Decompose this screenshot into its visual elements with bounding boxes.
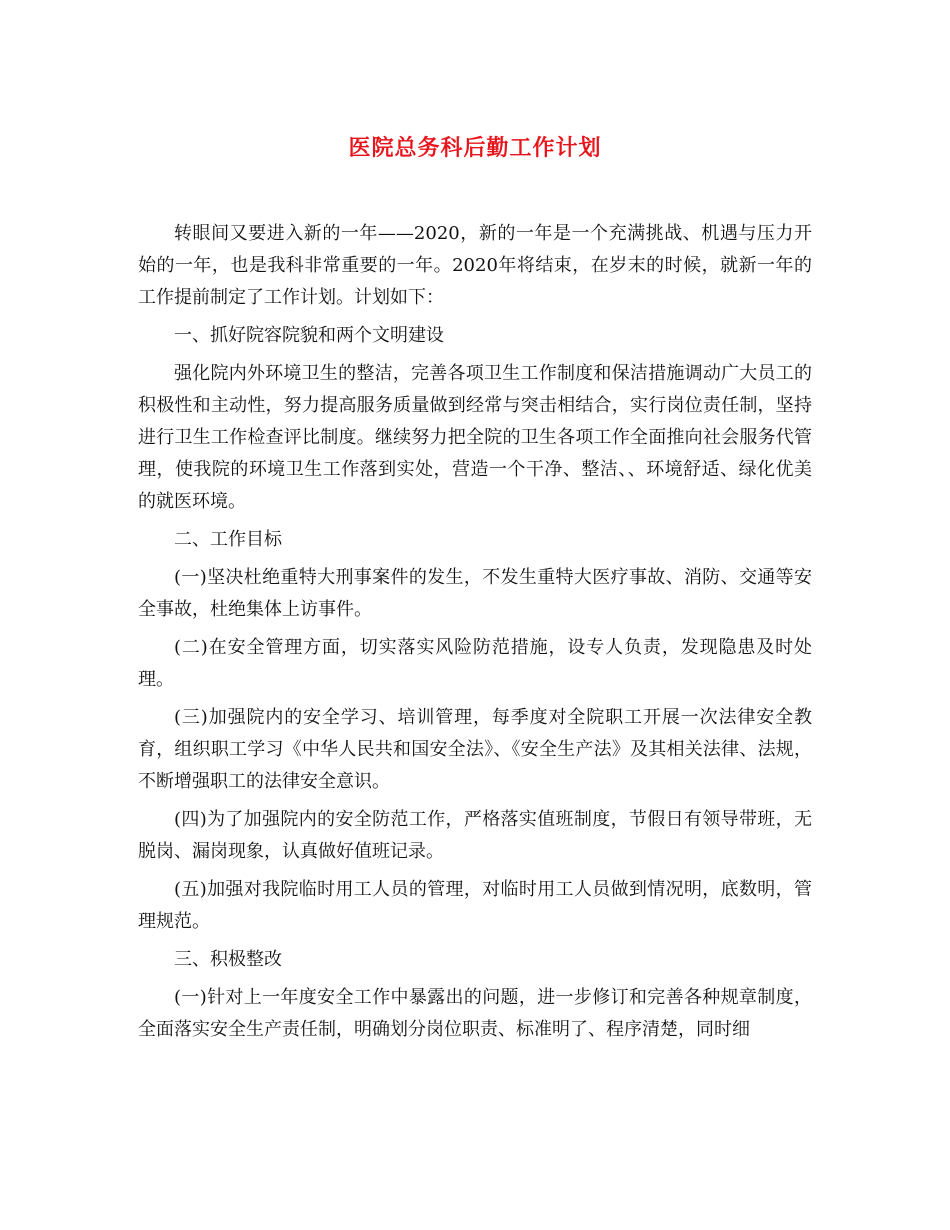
paragraph-environment: 强化院内外环境卫生的整洁，完善各项卫生工作制度和保洁措施调动广大员工的积极性和主动性，努力提高服务质量做到经常与突击相结合，实行岗位责任制，坚持进行卫生工作检查评比制度。继续努力把全院的卫生各项工作全面推向社会服务代管理，使我院的环境卫生工作落到实处，营造一个干净、整洁、、环境舒适、绿化优美的就医环境。 xyxy=(138,363,812,512)
paragraph-intro: 转眼间又要进入新的一年——2020，新的一年是一个充满挑战、机遇与压力开始的一年，也是我科非常重要的一年。2020年将结束，在岁末的时候，就新一年的工作提前制定了工作计划。计划如下： xyxy=(138,223,812,308)
goal-item-5: (五)加强对我院临时用工人员的管理，对临时用工人员做到情况明，底数明，管理规范。 xyxy=(138,879,812,932)
document-title: 医院总务科后勤工作计划 xyxy=(348,135,602,161)
goal-item-4: (四)为了加强院内的安全防范工作，严格落实值班制度，节假日有领导带班，无脱岗、漏岗现象，认真做好值班记录。 xyxy=(138,809,812,862)
section-heading-2: 二、工作目标 xyxy=(174,529,282,550)
document-body xyxy=(138,218,812,1052)
goal-item-1: (一)坚决杜绝重特大刑事案件的发生，不发生重特大医疗事故、消防、交通等安全事故，杜绝集体上访事件。 xyxy=(138,567,812,620)
goal-item-2: (二)在安全管理方面，切实落实风险防范措施，设专人负责，发现隐患及时处理。 xyxy=(138,637,812,690)
rectify-item-1: (一)针对上一年度安全工作中暴露出的问题，进一步修订和完善各种规章制度，全面落实安全生产责任制，明确划分岗位职责、标准明了、程序清楚，同时细 xyxy=(138,987,812,1040)
section-heading-1: 一、抓好院容院貌和两个文明建设 xyxy=(174,325,444,346)
section-heading-3: 三、积极整改 xyxy=(174,949,282,970)
goal-item-3: (三)加强院内的安全学习、培训管理，每季度对全院职工开展一次法律安全教育，组织职工学习《中华人民共和国安全法》、《安全生产法》及其相关法律、法规，不断增强职工的法律安全意识。 xyxy=(138,707,812,792)
